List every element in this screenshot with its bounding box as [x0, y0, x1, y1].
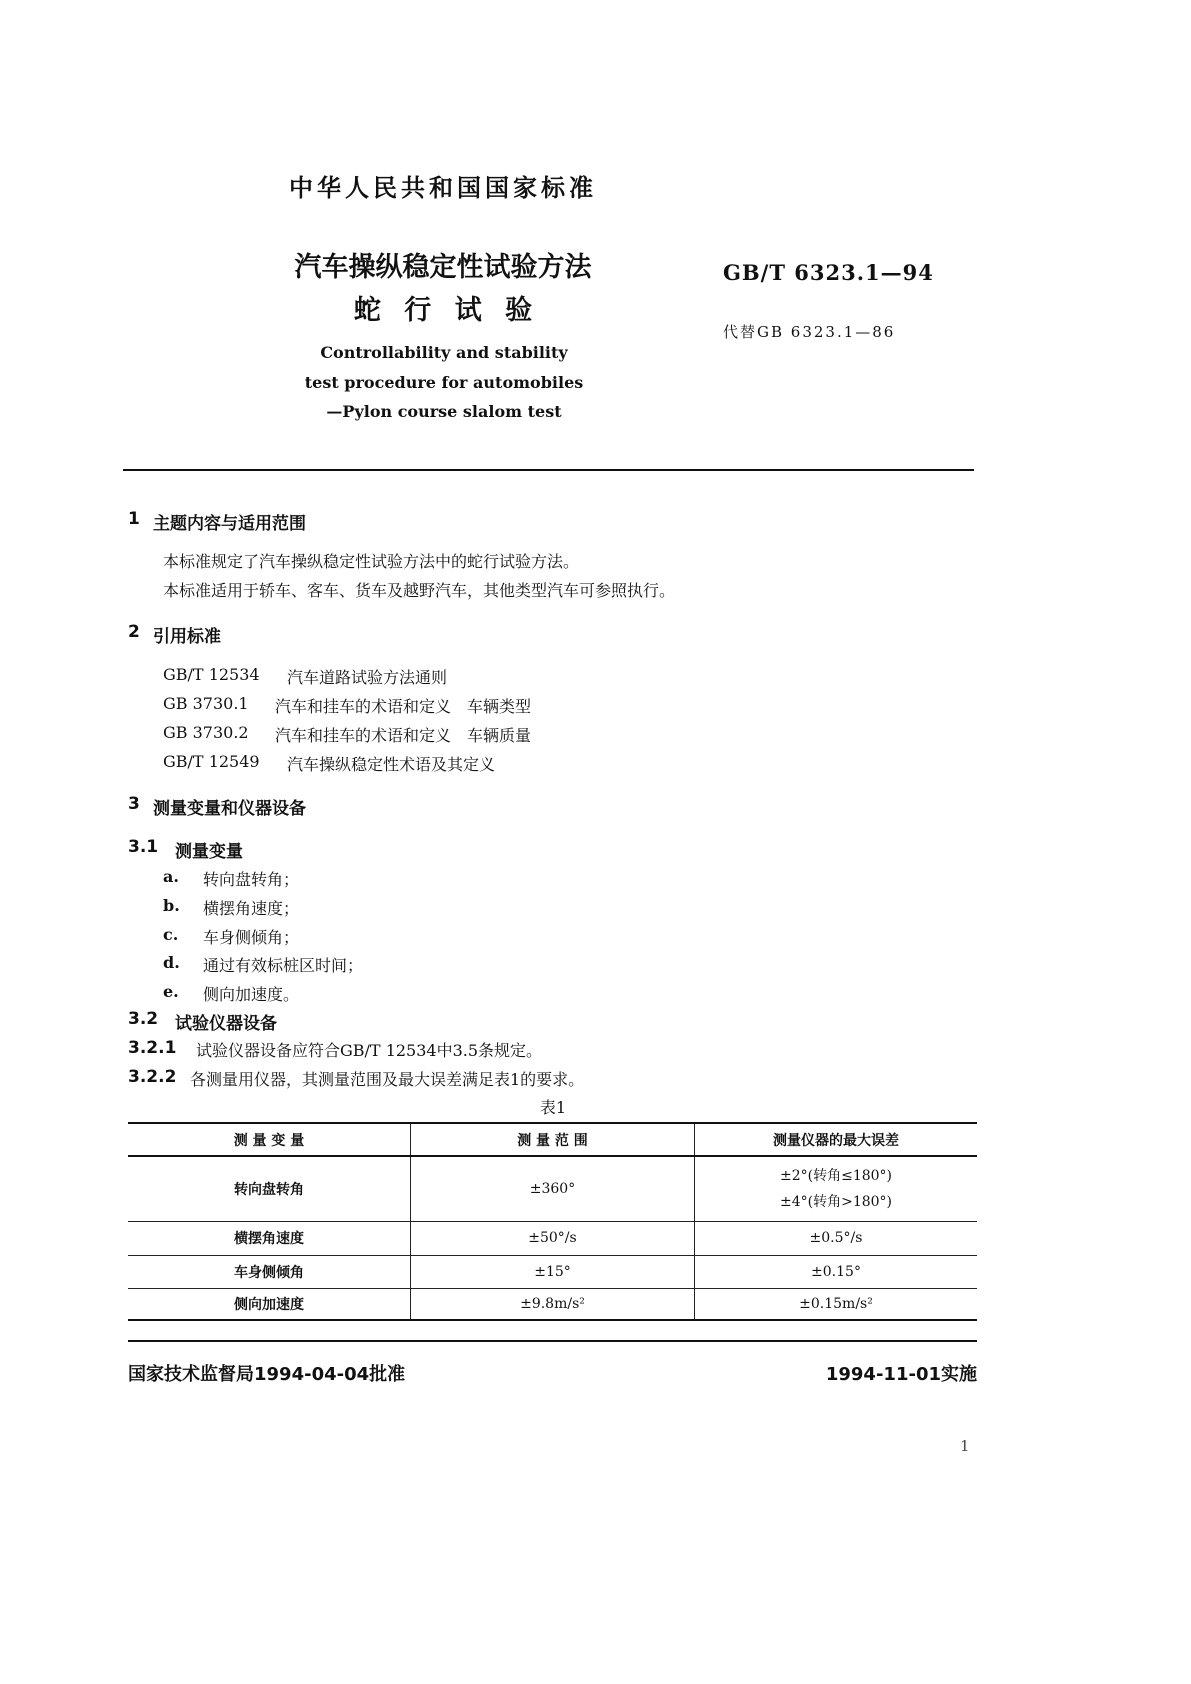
header-divider [123, 469, 974, 471]
item-text: 横摆角速度； [203, 899, 300, 918]
table-cell [695, 1156, 978, 1221]
ref-code: GB 3730.1 [163, 694, 249, 713]
title-en-line: test procedure for automobiles [304, 373, 584, 392]
cell-line: ±4°(转角>180°) [779, 1193, 892, 1210]
approval-date: 国家技术监督局1994-04-04批准 [128, 1364, 406, 1385]
section-3-2-title: 试验仪器设备 [175, 1014, 277, 1034]
section-3-1-number: 3.1 [128, 837, 159, 857]
table-cell: ±50°/s [411, 1221, 695, 1255]
table-row [128, 1156, 977, 1221]
section-3-2-2-text: 各测量用仪器，其测量范围及最大误差满足表1的要求。 [190, 1070, 585, 1089]
issuer-header: 中华人民共和国国家标准 [289, 174, 597, 202]
title-cn-main: 汽车操纵稳定性试验方法 [294, 252, 592, 283]
section-3-title: 测量变量和仪器设备 [153, 799, 306, 819]
measurement-table [128, 1122, 977, 1321]
table-row [128, 1288, 977, 1320]
footer-divider [128, 1340, 977, 1342]
standard-code: GB/T 6323.1—94 [723, 260, 934, 285]
item-text: 通过有效标桩区时间； [203, 956, 364, 975]
section-1-title: 主题内容与适用范围 [153, 514, 306, 534]
column-header: 测量仪器的最大误差 [695, 1123, 978, 1156]
table-header-row [128, 1123, 977, 1156]
replaces-code: 代替GB 6323.1—86 [723, 323, 896, 341]
table-cell: ±15° [411, 1255, 695, 1288]
page-number: 1 [960, 1437, 970, 1455]
table-cell: 转向盘转角 [234, 1181, 304, 1198]
table-cell: ±9.8m/s² [411, 1288, 695, 1320]
ref-name: 汽车和挂车的术语和定义 车辆类型 [275, 697, 532, 716]
section-3-2-number: 3.2 [128, 1009, 159, 1029]
item-label: b. [163, 896, 180, 915]
section-1-number: 1 [128, 509, 140, 529]
paragraph: 本标准规定了汽车操纵稳定性试验方法中的蛇行试验方法。 [163, 552, 580, 571]
table-cell: 车身侧倾角 [234, 1264, 304, 1281]
section-3-2-2-number: 3.2.2 [128, 1067, 177, 1087]
effective-date: 1994-11-01实施 [825, 1364, 977, 1385]
section-3-1-title: 测量变量 [175, 842, 243, 862]
table-row [128, 1255, 977, 1288]
item-label: a. [163, 867, 179, 886]
item-label: c. [163, 925, 179, 944]
ref-code: GB/T 12534 [163, 665, 260, 684]
table-caption: 表1 [539, 1098, 567, 1117]
table-cell: ±0.5°/s [695, 1221, 978, 1255]
column-header: 测 量 变 量 [233, 1132, 305, 1149]
table-cell: ±0.15m/s² [695, 1288, 978, 1320]
item-text: 侧向加速度。 [203, 985, 300, 1004]
ref-name: 汽车和挂车的术语和定义 车辆质量 [275, 726, 532, 745]
section-3-2-1-text: 试验仪器设备应符合GB/T 12534中3.5条规定。 [196, 1041, 543, 1060]
item-label: e. [163, 982, 179, 1001]
table-row [128, 1221, 977, 1255]
ref-code: GB/T 12549 [163, 752, 260, 771]
section-2-number: 2 [128, 622, 140, 642]
cell-line: ±2°(转角≤180°) [779, 1167, 892, 1184]
table-cell: ±0.15° [695, 1255, 978, 1288]
title-en-line: —Pylon course slalom test [326, 402, 562, 421]
section-2-title: 引用标准 [153, 627, 221, 647]
ref-name: 汽车操纵稳定性术语及其定义 [287, 755, 496, 774]
title-cn-sub: 蛇 行 试 验 [353, 295, 533, 326]
section-3-number: 3 [128, 794, 140, 814]
table-cell: ±360° [411, 1156, 695, 1221]
item-text: 转向盘转角； [203, 870, 300, 889]
section-3-2-1-number: 3.2.1 [128, 1038, 177, 1058]
table-cell: 横摆角速度 [234, 1231, 304, 1247]
paragraph: 本标准适用于轿车、客车、货车及越野汽车，其他类型汽车可参照执行。 [163, 581, 676, 600]
item-text: 车身侧倾角； [203, 928, 300, 947]
title-en-line: Controllability and stability [320, 343, 568, 362]
column-header: 测 量 范 围 [411, 1123, 695, 1156]
table-cell: 侧向加速度 [234, 1296, 304, 1313]
ref-name: 汽车道路试验方法通则 [287, 668, 448, 687]
item-label: d. [163, 953, 180, 972]
ref-code: GB 3730.2 [163, 723, 249, 742]
